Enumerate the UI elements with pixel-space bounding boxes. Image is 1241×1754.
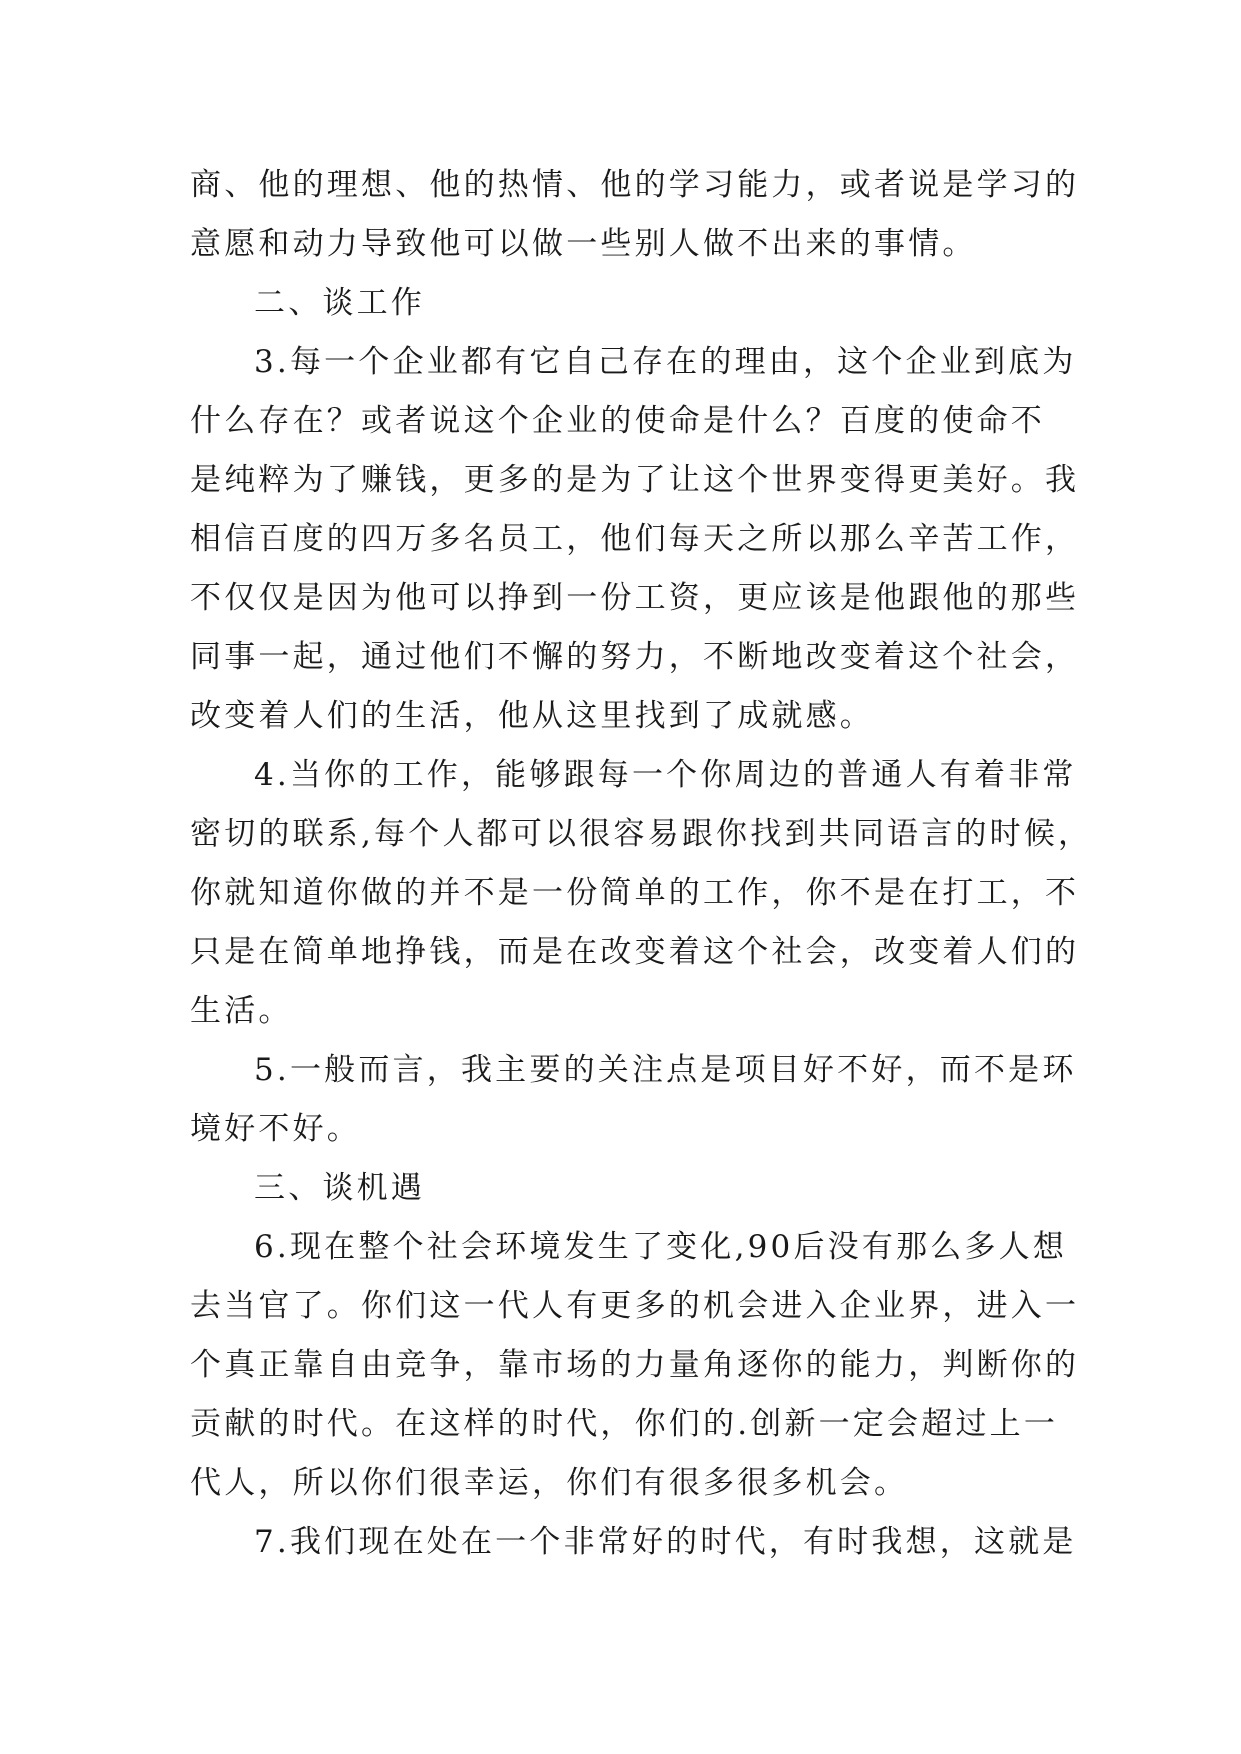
text-line: 4.当你的工作，能够跟每一个你周边的普通人有着非常: [254, 757, 1077, 793]
text-line: 相信百度的四万多名员工，他们每天之所以那么辛苦工作，: [190, 521, 1080, 557]
text-line: 生活。: [190, 993, 293, 1029]
text-line: 密切的联系,每个人都可以很容易跟你找到共同语言的时候，: [190, 816, 1093, 852]
text-line: 同事一起，通过他们不懈的努力，不断地改变着这个社会，: [190, 639, 1080, 675]
text-line: 去当官了。你们这一代人有更多的机会进入企业界，进入一: [190, 1288, 1080, 1324]
text-line: 个真正靠自由竞争，靠市场的力量角逐你的能力，判断你的: [190, 1347, 1080, 1383]
text-line: 7.我们现在处在一个非常好的时代，有时我想，这就是: [254, 1524, 1077, 1560]
section-heading: 二、谈工作: [254, 285, 425, 321]
text-line: 5.一般而言，我主要的关注点是项目好不好，而不是环: [254, 1052, 1077, 1088]
text-line: 3.每一个企业都有它自己存在的理由，这个企业到底为: [254, 344, 1077, 380]
text-line: 代人，所以你们很幸运，你们有很多很多机会。: [190, 1465, 909, 1501]
text-line: 贡献的时代。在这样的时代，你们的.创新一定会超过上一: [190, 1406, 1059, 1442]
text-line: 不仅仅是因为他可以挣到一份工资，更应该是他跟他的那些: [190, 580, 1080, 616]
section-heading: 三、谈机遇: [254, 1170, 425, 1206]
text-line: 意愿和动力导致他可以做一些别人做不出来的事情。: [190, 226, 977, 262]
text-line: 改变着人们的生活，他从这里找到了成就感。: [190, 698, 874, 734]
text-line: 只是在简单地挣钱，而是在改变着这个社会，改变着人们的: [190, 934, 1080, 970]
text-line: 6.现在整个社会环境发生了变化,90后没有那么多人想: [254, 1229, 1068, 1265]
text-line: 什么存在？或者说这个企业的使命是什么？百度的使命不: [190, 403, 1045, 439]
text-line: 是纯粹为了赚钱，更多的是为了让这个世界变得更美好。我: [190, 462, 1080, 498]
text-line: 商、他的理想、他的热情、他的学习能力，或者说是学习的: [190, 167, 1080, 203]
text-line: 境好不好。: [190, 1111, 361, 1147]
text-line: 你就知道你做的并不是一份简单的工作，你不是在打工，不: [190, 875, 1080, 911]
